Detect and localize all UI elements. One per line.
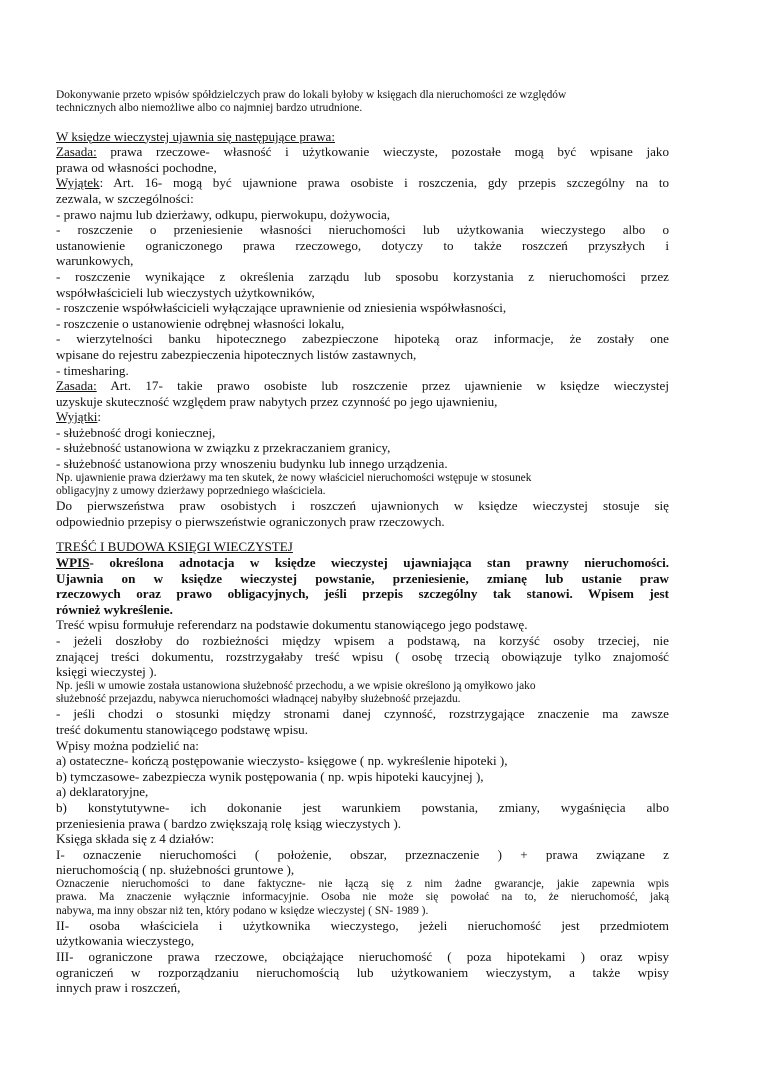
- note-line: Np. ujawnienie prawa dzierżawy ma ten skutek, że nowy właściciel nieruchomości wstępuje w stosunek: [56, 471, 532, 484]
- text-line: prawa od własności pochodne,: [56, 159, 217, 175]
- list-item: - prawo najmu lub dzierżawy, odkupu, pierwokupu, dożywocia,: [56, 206, 391, 222]
- text-line: również wykreślenie.: [56, 601, 173, 617]
- document-page: [56, 89, 669, 996]
- list-item: - timesharing.: [56, 362, 129, 378]
- note-line: służebność przejazdu, nabywca nieruchomości władnącej nabyłby służebność przejazdu.: [56, 693, 461, 706]
- list-item: a) deklaratoryjne,: [56, 784, 149, 800]
- text-line: technicznych albo niemożliwe albo co najmniej bardzo utrudnione.: [56, 102, 363, 115]
- text-line: rzeczowych oraz prawo obligacyjnych, jeśli przepis szczególny tak stanowi. Wpisem jest: [56, 586, 669, 602]
- text-line: Zasada: prawa rzeczowe- własność i użytkowanie wieczyste, pozostałe mogą być wpisane jako: [56, 144, 669, 160]
- text-line: przeniesienia prawa ( bardzo zwiększają rolę ksiąg wieczystych ).: [56, 815, 402, 831]
- zasada-label: Zasada:: [56, 144, 97, 160]
- list-item: - służebność ustanowiona przy wnoszeniu budynku lub innego urządzenia.: [56, 456, 448, 472]
- list-item: - służebność ustanowiona w związku z przekraczaniem granicy,: [56, 440, 391, 456]
- list-item: II- osoba właściciela i użytkownika wieczystego, jeżeli nieruchomość jest przedmiotem: [56, 917, 669, 933]
- section-structure: [56, 539, 669, 995]
- text-line: WPIS- określona adnotacja w księdze wieczystej ujawniająca stan prawny nieruchomości.: [56, 555, 669, 571]
- note-line: prawa. Ma znaczenie wyłącznie informacyjnie. Osoba nie może się powołać na to, że nieruchomość, jaką: [56, 891, 669, 904]
- wyjatek-label: Wyjątek: [56, 175, 100, 191]
- list-item: - roszczenie o ustanowienie odrębnej własności lokalu,: [56, 315, 345, 331]
- list-item: I- oznaczenie nieruchomości ( położenie, obszar, przeznaczenie ) + prawa związane z: [56, 846, 669, 862]
- list-item: - służebność drogi koniecznej,: [56, 424, 216, 440]
- text-line: Dokonywanie przeto wpisów spółdzielczych praw do lokali byłoby w księgach dla nieruchomości ze względów: [56, 89, 567, 101]
- text-line: współwłaścicieli lub wieczystych użytkowników,: [56, 284, 315, 300]
- list-item: - roszczenie o przeniesienie własności nieruchomości lub użytkowania wieczystego albo o: [56, 222, 669, 238]
- wyjatki-label: Wyjątki: [56, 409, 98, 425]
- text-line: Zasada: Art. 17- takie prawo osobiste lub roszczenie przez ujawnienie w księdze wieczystej: [56, 378, 669, 394]
- text-line: odpowiednio przepisy o pierwszeństwie ograniczonych praw rzeczowych.: [56, 513, 445, 529]
- note-line: Np. jeśli w umowie została ustanowiona służebność przechodu, a we wpisie określono ją omyłkowo jako: [56, 679, 536, 692]
- list-item: - jeżeli doszłoby do rozbieżności między wpisem a podstawą, na korzyść osoby trzeciej, nie: [56, 633, 669, 648]
- section-heading: TREŚĆ I BUDOWA KSIĘGI WIECZYSTEJ: [56, 539, 293, 555]
- text-line: księgi wieczystej ).: [56, 664, 157, 680]
- list-item: b) tymczasowe- zabezpiecza wynik postępowania ( np. wpis hipoteki kaucyjnej ),: [56, 768, 484, 784]
- list-item: - jeśli chodzi o stosunki między stronami danej czynność, rozstrzygające znaczenie ma zawsze: [56, 706, 669, 722]
- list-item: - roszczenie współwłaścicieli wyłączające uprawnienie od zniesienia współwłasności,: [56, 300, 507, 316]
- text-line: Wpisy można podzielić na:: [56, 737, 199, 753]
- text-line: ograniczeń w rozporządzaniu nieruchomością lub użytkowaniem wieczystym, a także wpisy: [56, 964, 669, 980]
- note-line: Oznaczenie nieruchomości to dane faktyczne- nie łączą się z nim żadne gwarancje, jakie zapewnia wpis: [56, 877, 669, 890]
- wpis-label: WPIS: [56, 555, 90, 571]
- note-line: nabywa, ma inny obszar niż ten, który podano w księdze wieczystej ( SN- 1989 ).: [56, 904, 429, 917]
- zasada-label: Zasada:: [56, 378, 97, 394]
- section-entries: [56, 129, 669, 530]
- text-line: Do pierwszeństwa praw osobistych i roszczeń ujawnionych w księdze wieczystej stosuje się: [56, 498, 669, 514]
- text-line: Treść wpisu formułuje referendarz na podstawie dokumentu stanowiącego jego podstawę.: [56, 617, 528, 633]
- list-item: - wierzytelności banku hipotecznego zabezpieczone hipoteką oraz informacje, że zostały one: [56, 331, 669, 347]
- list-item: a) ostateczne- kończą postępowanie wieczysto- księgowe ( np. wykreślenie hipoteki ),: [56, 753, 508, 769]
- text-line: Księga składa się z 4 działów:: [56, 831, 215, 847]
- text-line: użytkowania wieczystego,: [56, 933, 195, 949]
- list-item: - roszczenie wynikające z określenia zarządu lub sposobu korzystania z nieruchomości przez: [56, 268, 669, 284]
- text-line: Wyjątek: Art. 16- mogą być ujawnione prawa osobiste i roszczenia, gdy przepis szczególny na to: [56, 175, 669, 191]
- text-line: Wyjątki:: [56, 409, 102, 425]
- intro-paragraph: [56, 89, 669, 116]
- text-line: uzyskuje skuteczność względem praw nabytych przez czynność po jego ujawnieniu,: [56, 393, 498, 409]
- text-line: warunkowych,: [56, 253, 134, 269]
- list-item: b) konstytutywne- ich dokonanie jest warunkiem powstania, zmiany, wygaśnięcia albo: [56, 799, 669, 815]
- list-item: III- ograniczone prawa rzeczowe, obciążające nieruchomość ( poza hipotekami ) oraz wpisy: [56, 948, 669, 964]
- section-heading: W księdze wieczystej ujawnia się następujące prawa:: [56, 128, 335, 144]
- text-line: Ujawnia on w księdze wieczystej powstanie, przeniesienie, zmianę lub ustanie praw: [56, 570, 669, 586]
- text-line: treść dokumentu stanowiącego podstawę wpisu.: [56, 721, 308, 737]
- note-line: obligacyjny z umowy dzierżawy poprzedniego właściciela.: [56, 484, 326, 497]
- text-line: wpisane do rejestru zabezpieczenia hipotecznych listów zastawnych,: [56, 346, 417, 362]
- text-line: nieruchomością ( np. służebności gruntowe ),: [56, 862, 295, 878]
- text-line: ustanowienie ograniczonego prawa rzeczowego, dotyczy to także roszczeń przyszłych i: [56, 237, 669, 253]
- text-line: znającej treści dokumentu, rozstrzygałaby treść wpisu ( osobę trzecią obowiązuje tylko znajomość: [56, 648, 669, 664]
- text-line: innych praw i roszczeń,: [56, 980, 181, 996]
- text-line: zezwala, w szczególności:: [56, 190, 194, 206]
